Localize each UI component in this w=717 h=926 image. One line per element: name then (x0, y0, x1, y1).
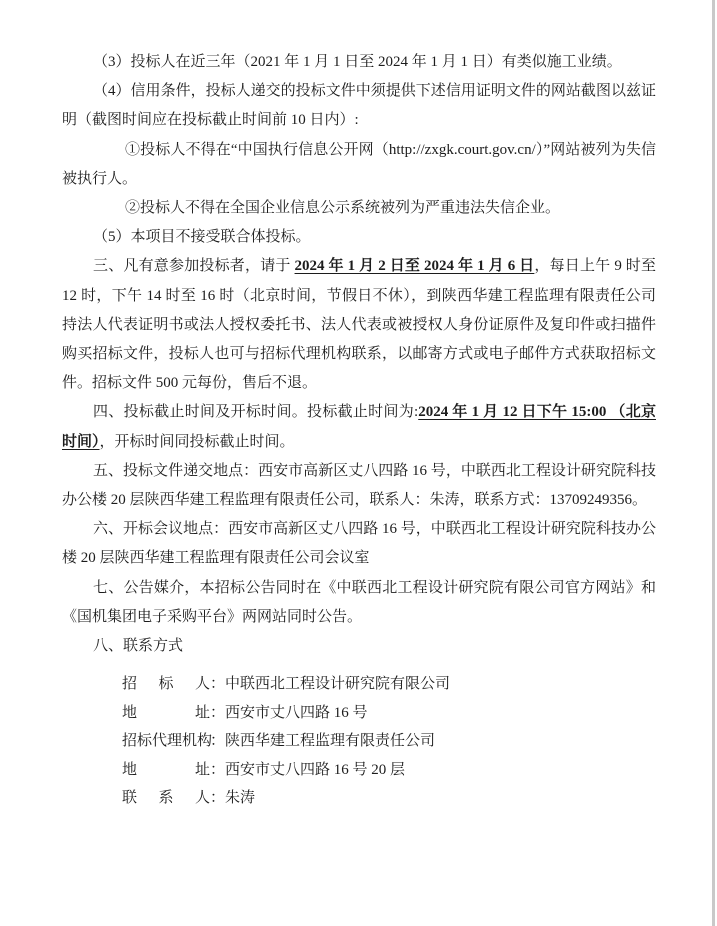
text-run: （3）投标人在近三年（2021 年 1 月 1 日至 2024 年 1 月 1 日）有类似施工业绩。 (93, 54, 622, 70)
paragraph (62, 77, 656, 135)
contact-label-separator: ： (210, 704, 226, 721)
contact-row (122, 727, 656, 756)
paragraph (62, 194, 656, 223)
emphasized-text-run: 2024 年 1 月 12 日下午 15:00 （北京时间） (62, 404, 656, 450)
contact-row (122, 699, 656, 728)
contact-label-separator: ： (210, 733, 226, 750)
contact-value: 陕西华建工程监理有限责任公司 (225, 733, 436, 750)
text-run: 八、联系方式 (93, 638, 184, 655)
paragraph (62, 223, 656, 252)
text-run: 六、开标会议地点：西安市高新区丈八四路 16 号，中联西北工程设计研究院科技办公楼 20 层陕西华建工程监理有限责任公司会议室 (62, 521, 656, 567)
contact-label: 联系人 (122, 790, 210, 807)
contact-label-separator: ： (210, 761, 226, 778)
contact-label: 招标人 (122, 676, 210, 693)
paragraph-list (62, 48, 656, 661)
text-run: 三、凡有意参加投标者，请于 (93, 258, 295, 275)
document-content (62, 48, 656, 813)
contact-value: 朱涛 (225, 790, 256, 807)
text-run: （5）本项目不接受联合体投标。 (93, 229, 311, 246)
paragraph (62, 136, 656, 194)
text-run: ②投标人不得在全国企业信息公示系统被列为严重违法失信企业。 (125, 200, 561, 217)
text-run: ，开标时间同投标截止时间。 (99, 433, 295, 450)
text-run: 四、投标截止时间及开标时间。投标截止时间为: (93, 404, 419, 421)
text-run: ，每日上午 9 时至 12 时，下午 14 时至 16 时（北京时间，节假日不休），到陕西华建工程监理有限责任公司持法人代表证明书或法人授权委托书、法人代表或被授权人身份证原件及复印件或扫描件购买招标文件，投标人也可与招标代理机构联系，以邮寄方式或电子邮件方式获取招标文件。招标文件 500 元每份，售后不退。 (62, 258, 656, 392)
contact-value: 西安市丈八四路 16 号 (225, 704, 368, 721)
contact-label: 地址 (122, 761, 210, 778)
contact-label-separator: ： (210, 790, 226, 807)
paragraph (62, 252, 656, 398)
emphasized-text-run: 2024 年 1 月 2 日至 2024 年 1 月 6 日 (294, 258, 535, 275)
text-run: ①投标人不得在“中国执行信息公开网（http://zxgk.court.gov.cn/）”网站被列为失信被执行人。 (62, 141, 656, 187)
paragraph (62, 398, 656, 456)
contact-value: 西安市丈八四路 16 号 20 层 (225, 761, 406, 778)
text-run: 五、投标文件递交地点：西安市高新区丈八四路 16 号，中联西北工程设计研究院科技办公楼 20 层陕西华建工程监理有限责任公司，联系人：朱涛，联系方式：13709249356。 (62, 462, 656, 509)
contact-label: 招标代理机构 (122, 733, 213, 750)
contact-label: 地址 (122, 704, 210, 721)
paragraph (62, 632, 656, 661)
contact-value: 中联西北工程设计研究院有限公司 (225, 676, 451, 693)
contact-label-separator: ： (210, 676, 226, 693)
paragraph (62, 574, 656, 632)
page-edge-shadow (712, 0, 715, 926)
paragraph (62, 515, 656, 573)
paragraph (62, 457, 656, 515)
contact-row (122, 670, 656, 699)
text-run: （4）信用条件，投标人递交的投标文件中须提供下述信用证明文件的网站截图以兹证明（截图时间应在投标截止时间前 10 日内）: (62, 83, 656, 129)
text-run: 七、公告媒介，本招标公告同时在《中联西北工程设计研究院有限公司官方网站》和《国机集团电子采购平台》两网站同时公告。 (62, 579, 656, 625)
contact-list (62, 670, 656, 813)
paragraph (62, 48, 656, 77)
contact-row (122, 756, 656, 785)
contact-row (122, 784, 656, 813)
